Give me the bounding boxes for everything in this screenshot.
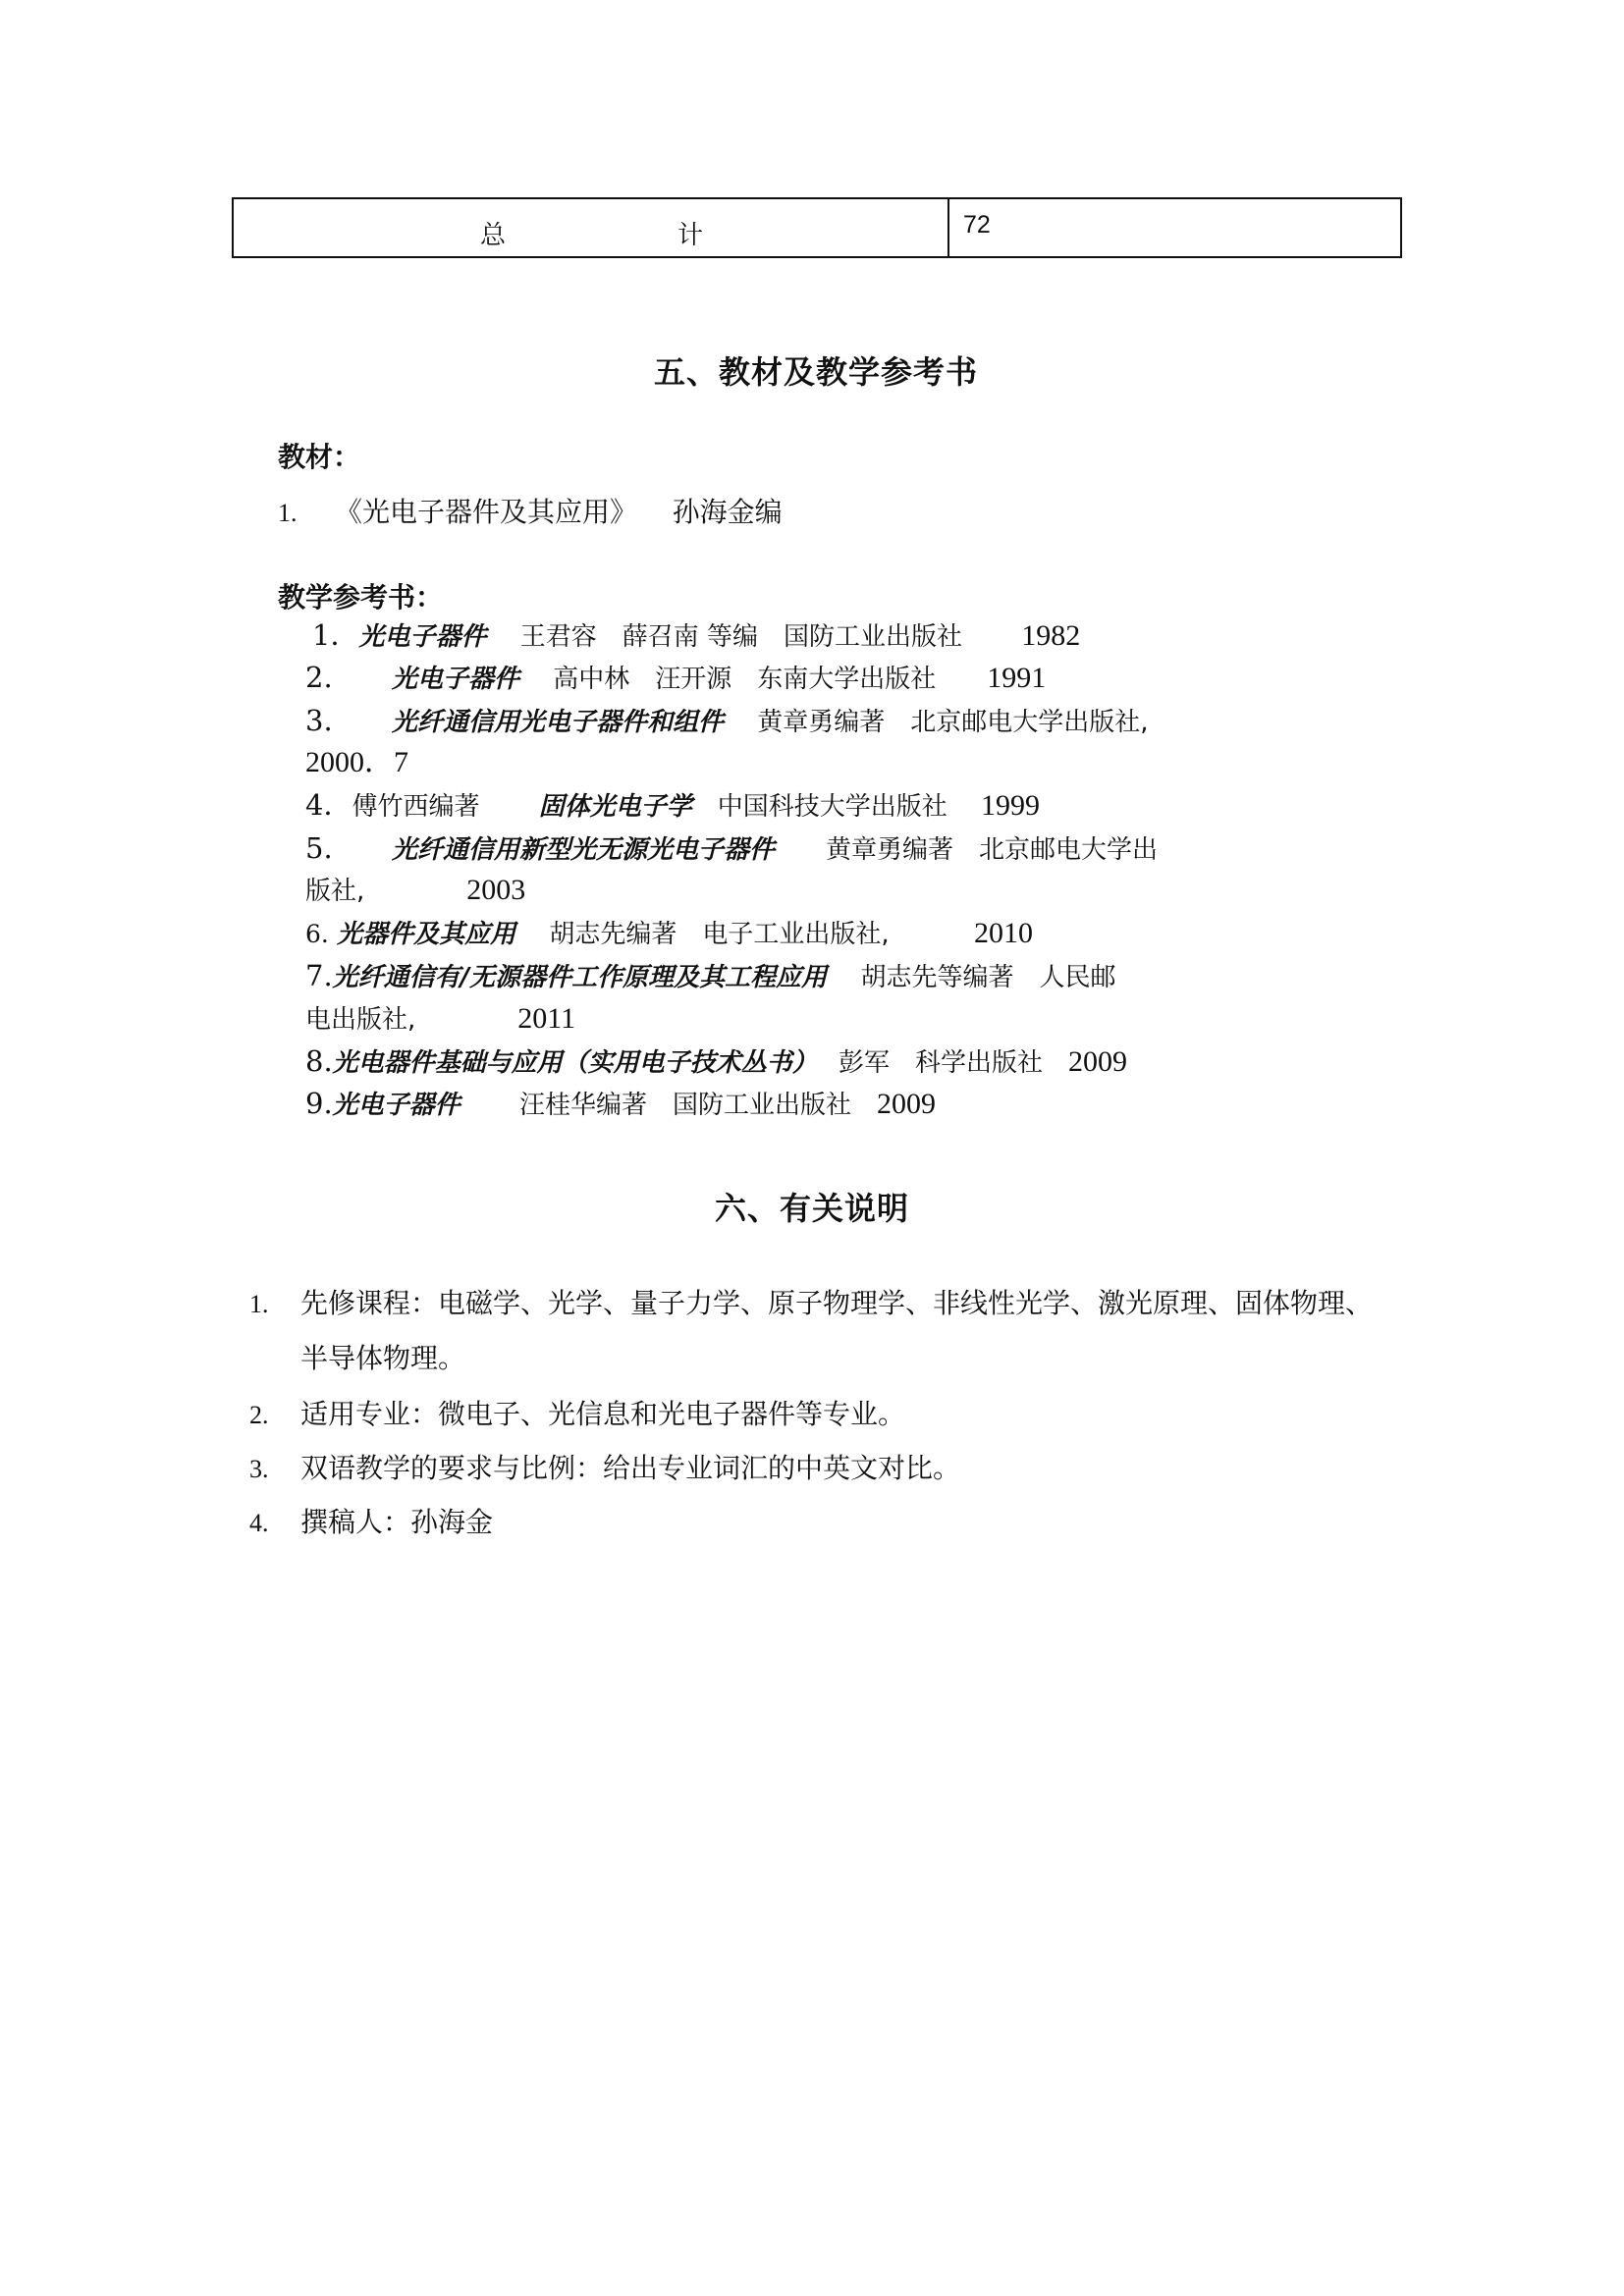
note-item <box>249 1449 960 1489</box>
reference-item <box>305 831 1158 867</box>
reference-item <box>305 704 1148 739</box>
reference-year: 1991 <box>987 662 1047 694</box>
total-table <box>232 197 1402 258</box>
reference-num: 2. <box>305 661 333 694</box>
section6-title: 六、有关说明 <box>714 1190 909 1227</box>
note-item <box>249 1284 1373 1324</box>
reference-num: 1． <box>312 618 359 652</box>
reference-item <box>305 917 1033 951</box>
reference-publisher: 王君容 薛召南 等编 国防工业出版社 <box>519 622 962 652</box>
reference-item <box>305 959 1115 994</box>
note-text: 适用专业：微电子、光信息和光电子器件等专业。 <box>300 1398 906 1430</box>
reference-continuation <box>305 1002 575 1037</box>
reference-year: 2010 <box>973 917 1033 949</box>
total-label-cell <box>234 199 949 256</box>
reference-continuation <box>305 874 525 908</box>
note-num: 2. <box>249 1401 269 1429</box>
reference-publisher: 胡志先编著 电子工业出版社, <box>549 920 890 949</box>
reference-publisher: 汪桂华编著 国防工业出版社 <box>518 1091 851 1120</box>
reference-item <box>312 618 1080 654</box>
reference-item <box>305 1087 936 1122</box>
reference-num: 7. <box>305 959 333 992</box>
reference-title: 光纤通信有/无源器件工作原理及其工程应用 <box>332 963 828 992</box>
textbook-title: 《光电子器件及其应用》 <box>335 496 638 528</box>
reference-publisher: 黄章勇编著 北京邮电大学出 <box>825 835 1158 865</box>
reference-continuation <box>305 746 408 780</box>
reference-title: 固体光电子学 <box>538 792 692 822</box>
reference-date: 2000．7 <box>305 746 408 778</box>
reference-publisher: 黄章勇编著 北京邮电大学出版社, <box>757 708 1149 737</box>
total-value: 72 <box>963 211 991 239</box>
reference-publisher-cont: 电出版社, <box>305 1005 416 1035</box>
reference-num: 5. <box>305 831 333 865</box>
total-value-cell <box>949 199 1400 256</box>
reference-item <box>305 661 1046 696</box>
reference-year: 2011 <box>517 1002 576 1035</box>
note-num: 4. <box>249 1509 269 1537</box>
note-num: 3. <box>249 1455 269 1483</box>
textbook-num: 1. <box>278 499 298 527</box>
reference-num: 8. <box>305 1044 333 1078</box>
reference-num: 6. <box>305 920 329 948</box>
reference-publisher-cont: 版社, <box>305 877 365 906</box>
note-item <box>249 1503 493 1543</box>
note-text: 双语教学的要求与比例：给出专业词汇的中英文对比。 <box>300 1452 961 1484</box>
section5-title: 五、教材及教学参考书 <box>653 353 978 391</box>
reference-title: 光器件及其应用 <box>337 920 516 949</box>
reference-publisher: 高中林 汪开源 东南大学出版社 <box>553 665 937 694</box>
reference-title: 光电子器件 <box>358 622 487 652</box>
textbook-heading: 教材： <box>278 441 361 473</box>
textbook-author: 孙海金编 <box>672 496 783 528</box>
note-num: 1. <box>249 1290 269 1318</box>
note-text: 撰稿人：孙海金 <box>300 1506 494 1538</box>
reference-num: 3. <box>305 704 333 737</box>
reference-title: 光电子器件 <box>332 1091 460 1120</box>
reference-publisher: 胡志先等编著 人民邮 <box>860 963 1116 992</box>
total-label-left: 总 <box>480 221 507 250</box>
reference-title: 光电子器件 <box>391 665 519 694</box>
textbook-item <box>278 491 783 530</box>
reference-title: 光电器件基础与应用（实用电子技术丛书） <box>332 1048 805 1078</box>
note-text: 先修课程：电磁学、光学、量子力学、原子物理学、非线性光学、激光原理、固体物理、 <box>300 1287 1374 1319</box>
reference-title: 光纤通信用新型光无源光电子器件 <box>391 835 775 865</box>
reference-author: 傅竹西编著 <box>352 792 480 822</box>
reference-item <box>305 788 1040 824</box>
total-label-right: 计 <box>677 221 704 250</box>
note-continuation <box>300 1339 465 1378</box>
reference-year: 1982 <box>1021 619 1081 652</box>
reference-num: 9. <box>305 1087 333 1120</box>
reference-year: 2003 <box>466 874 526 906</box>
reference-num: 4． <box>305 788 352 822</box>
reference-year: 1999 <box>981 789 1041 822</box>
reference-year: 2009 <box>876 1088 936 1120</box>
reference-publisher: 中国科技大学出版社 <box>717 792 947 822</box>
note-item <box>249 1395 905 1435</box>
reference-year: 2009 <box>1067 1045 1127 1078</box>
reference-heading: 教学参考书： <box>278 581 444 614</box>
note-text-cont: 半导体物理。 <box>300 1342 466 1374</box>
reference-item <box>305 1044 1127 1080</box>
reference-title: 光纤通信用光电子器件和组件 <box>391 708 724 737</box>
reference-publisher: 彭军 科学出版社 <box>838 1048 1043 1078</box>
